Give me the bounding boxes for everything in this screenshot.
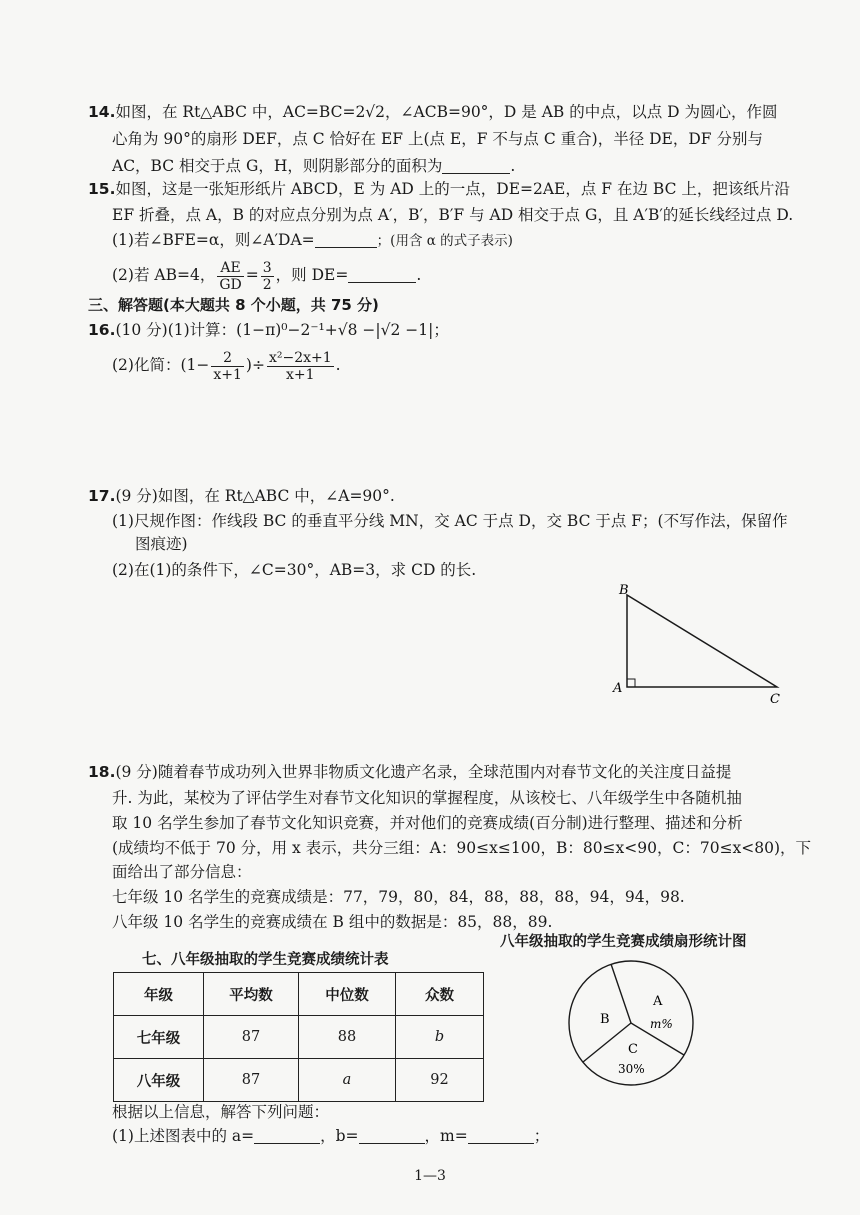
pie-label-a: A xyxy=(653,994,663,1009)
q18-text1: (9 分)随着春节成功列入世界非物质文化遗产名录，全球范围内对春节文化的关注度日益提 xyxy=(115,763,732,781)
table-row xyxy=(114,1016,484,1059)
frac-denominator: GD xyxy=(219,276,242,293)
pie-divider-a-b xyxy=(611,964,631,1023)
table-header-cell: 年级 xyxy=(114,973,204,1016)
q16-fraction-1 xyxy=(211,350,244,383)
q14-line2: 心角为 90°的扇形 DEF，点 C 恰好在 EF 上(点 E，F 不与点 C 重合)，半径 DE，DF 分别与 xyxy=(112,130,763,148)
q14-text3: AC，BC 相交于点 G，H，则阴影部分的面积为 xyxy=(112,157,443,175)
table-header-cell: 中位数 xyxy=(299,973,396,1016)
q15-line2: EF 折叠，点 A，B 的对应点分别为点 A′，B′，B′F 与 AD 相交于点 G，且 A′B′的延长线经过点 D. xyxy=(112,206,794,224)
q17-triangle-figure xyxy=(605,580,795,710)
q14-text1: 如图，在 Rt△ABC 中，AC=BC=2√2，∠ACB=90°，D 是 AB 的中点，以点 D 为圆心，作圆 xyxy=(115,103,778,121)
equals-sign: = xyxy=(245,266,259,284)
answer-blank-a[interactable] xyxy=(254,1125,320,1144)
q15-part1-blank[interactable] xyxy=(315,229,377,248)
frac-denominator: x+1 xyxy=(213,366,242,383)
q15-part2-end: . xyxy=(416,266,422,284)
pie-label-b: B xyxy=(600,1012,610,1027)
frac-numerator: AE xyxy=(217,260,243,277)
table-cell: 七年级 xyxy=(114,1016,204,1059)
pie-label-c: C xyxy=(628,1042,638,1057)
q16-part1-text: (10 分)(1)计算：(1−π)⁰−2⁻¹+√8 −|√2 −1|； xyxy=(115,321,449,339)
q16-part1 xyxy=(88,318,449,342)
q15-part1 xyxy=(112,228,513,253)
table-cell: b xyxy=(396,1016,484,1059)
frac-denominator: x+1 xyxy=(286,366,315,383)
frac-denominator: 2 xyxy=(262,276,272,293)
answer-blank-b[interactable] xyxy=(359,1125,425,1144)
q16-number: 16. xyxy=(88,321,116,339)
table-header-cell: 平均数 xyxy=(204,973,299,1016)
q18-line6: 七年级 10 名学生的竞赛成绩是：77，79，80，84，88，88，88，94，94，98. xyxy=(112,888,685,906)
page-number: 1—3 xyxy=(414,1168,446,1184)
table-header-cell: 众数 xyxy=(396,973,484,1016)
q16-fraction-2 xyxy=(267,350,334,383)
frac-numerator: x²−2x+1 xyxy=(268,349,332,366)
q18-line5: 面给出了部分信息： xyxy=(112,863,252,881)
q15-part2-blank[interactable] xyxy=(348,264,416,283)
q16-part2-mid: )÷ xyxy=(245,356,265,374)
q17-line1 xyxy=(88,484,395,508)
q17-part1b: 图痕迹) xyxy=(135,535,188,553)
q18-ask1-m: ，m= xyxy=(424,1127,468,1145)
table-row xyxy=(114,1059,484,1102)
q14-end: . xyxy=(510,157,516,175)
q18-number: 18. xyxy=(88,763,116,781)
pie-chart-title: 八年级抽取的学生竞赛成绩扇形统计图 xyxy=(500,934,747,950)
q17-part2: (2)在(1)的条件下，∠C=30°，AB=3，求 CD 的长. xyxy=(112,561,477,579)
q14-number: 14. xyxy=(88,103,116,121)
pie-value-a: m% xyxy=(650,1017,673,1031)
q17-number: 17. xyxy=(88,487,116,505)
table-cell: 87 xyxy=(204,1016,299,1059)
q14-line1 xyxy=(88,100,778,124)
stats-table xyxy=(113,972,484,1102)
pie-value-c: 30% xyxy=(618,1062,645,1076)
q18-ask1 xyxy=(112,1124,549,1148)
q17-text1: (9 分)如图，在 Rt△ABC 中，∠A=90°. xyxy=(115,487,395,505)
q16-part2-pre: (2)化简：(1− xyxy=(112,356,210,374)
pie-chart xyxy=(560,957,710,1087)
q15-text1: 如图，这是一张矩形纸片 ABCD，E 为 AD 上的一点，DE=2AE，点 F 在边 BC 上，把该纸片沿 xyxy=(115,180,790,198)
q15-number: 15. xyxy=(88,180,116,198)
q15-fraction-ae-gd xyxy=(217,260,243,293)
q18-ask1-end: ； xyxy=(533,1127,550,1145)
vertex-b-label: B xyxy=(619,583,629,598)
q15-part2 xyxy=(112,258,421,293)
q15-part1-text: (1)若∠BFE=α，则∠A′DA= xyxy=(112,231,315,249)
section-3-heading: 三、解答题(本大题共 8 个小题，共 75 分) xyxy=(88,296,379,314)
q16-part2 xyxy=(112,348,341,383)
table-cell: 88 xyxy=(299,1016,396,1059)
q14-answer-blank[interactable] xyxy=(442,155,510,174)
table-cell: a xyxy=(299,1059,396,1102)
q15-fraction-3-2 xyxy=(261,260,274,293)
frac-numerator: 2 xyxy=(211,350,244,367)
q18-line1 xyxy=(88,760,731,784)
table-title: 七、八年级抽取的学生竞赛成绩统计表 xyxy=(142,952,389,968)
q17-part1: (1)尺规作图：作线段 BC 的垂直平分线 MN，交 AC 于点 D，交 BC 于点 F；(不写作法，保留作 xyxy=(112,512,788,530)
table-header-row xyxy=(114,973,484,1016)
right-angle-mark xyxy=(627,679,635,687)
table-cell: 八年级 xyxy=(114,1059,204,1102)
q16-part2-end: . xyxy=(335,356,341,374)
vertex-a-label: A xyxy=(613,681,623,696)
q18-line7: 八年级 10 名学生的竞赛成绩在 B 组中的数据是：85，88，89. xyxy=(112,913,553,931)
q18-line3: 取 10 名学生参加了春节文化知识竞赛，并对他们的竞赛成绩(百分制)进行整理、描述和分析 xyxy=(112,814,743,832)
q14-line3 xyxy=(112,154,515,178)
frac-numerator: 3 xyxy=(262,259,272,276)
q18-ask1-a: (1)上述图表中的 a= xyxy=(112,1127,255,1145)
pie-divider-b-c xyxy=(583,1023,631,1062)
q18-ask1-b: ，b= xyxy=(320,1127,359,1145)
q18-line4: (成绩均不低于 70 分，用 x 表示，共分三组：A：90≤x≤100，B：80≤x<90，C：70≤x<80)，下 xyxy=(112,839,812,857)
q15-part2-post: ，则 DE= xyxy=(275,266,349,284)
q15-part1-note: ；(用含 α 的式子表示) xyxy=(376,233,513,249)
vertex-c-label: C xyxy=(770,692,780,707)
table-cell: 87 xyxy=(204,1059,299,1102)
q18-line2: 升. 为此，某校为了评估学生对春节文化知识的掌握程度，从该校七、八年级学生中各随机抽 xyxy=(112,789,742,807)
q15-line1 xyxy=(88,177,790,201)
table-cell: 92 xyxy=(396,1059,484,1102)
q15-part2-pre: (2)若 AB=4， xyxy=(112,266,216,284)
q18-after-text: 根据以上信息，解答下列问题： xyxy=(112,1103,330,1121)
triangle-abc xyxy=(627,595,777,687)
answer-blank-m[interactable] xyxy=(468,1125,534,1144)
